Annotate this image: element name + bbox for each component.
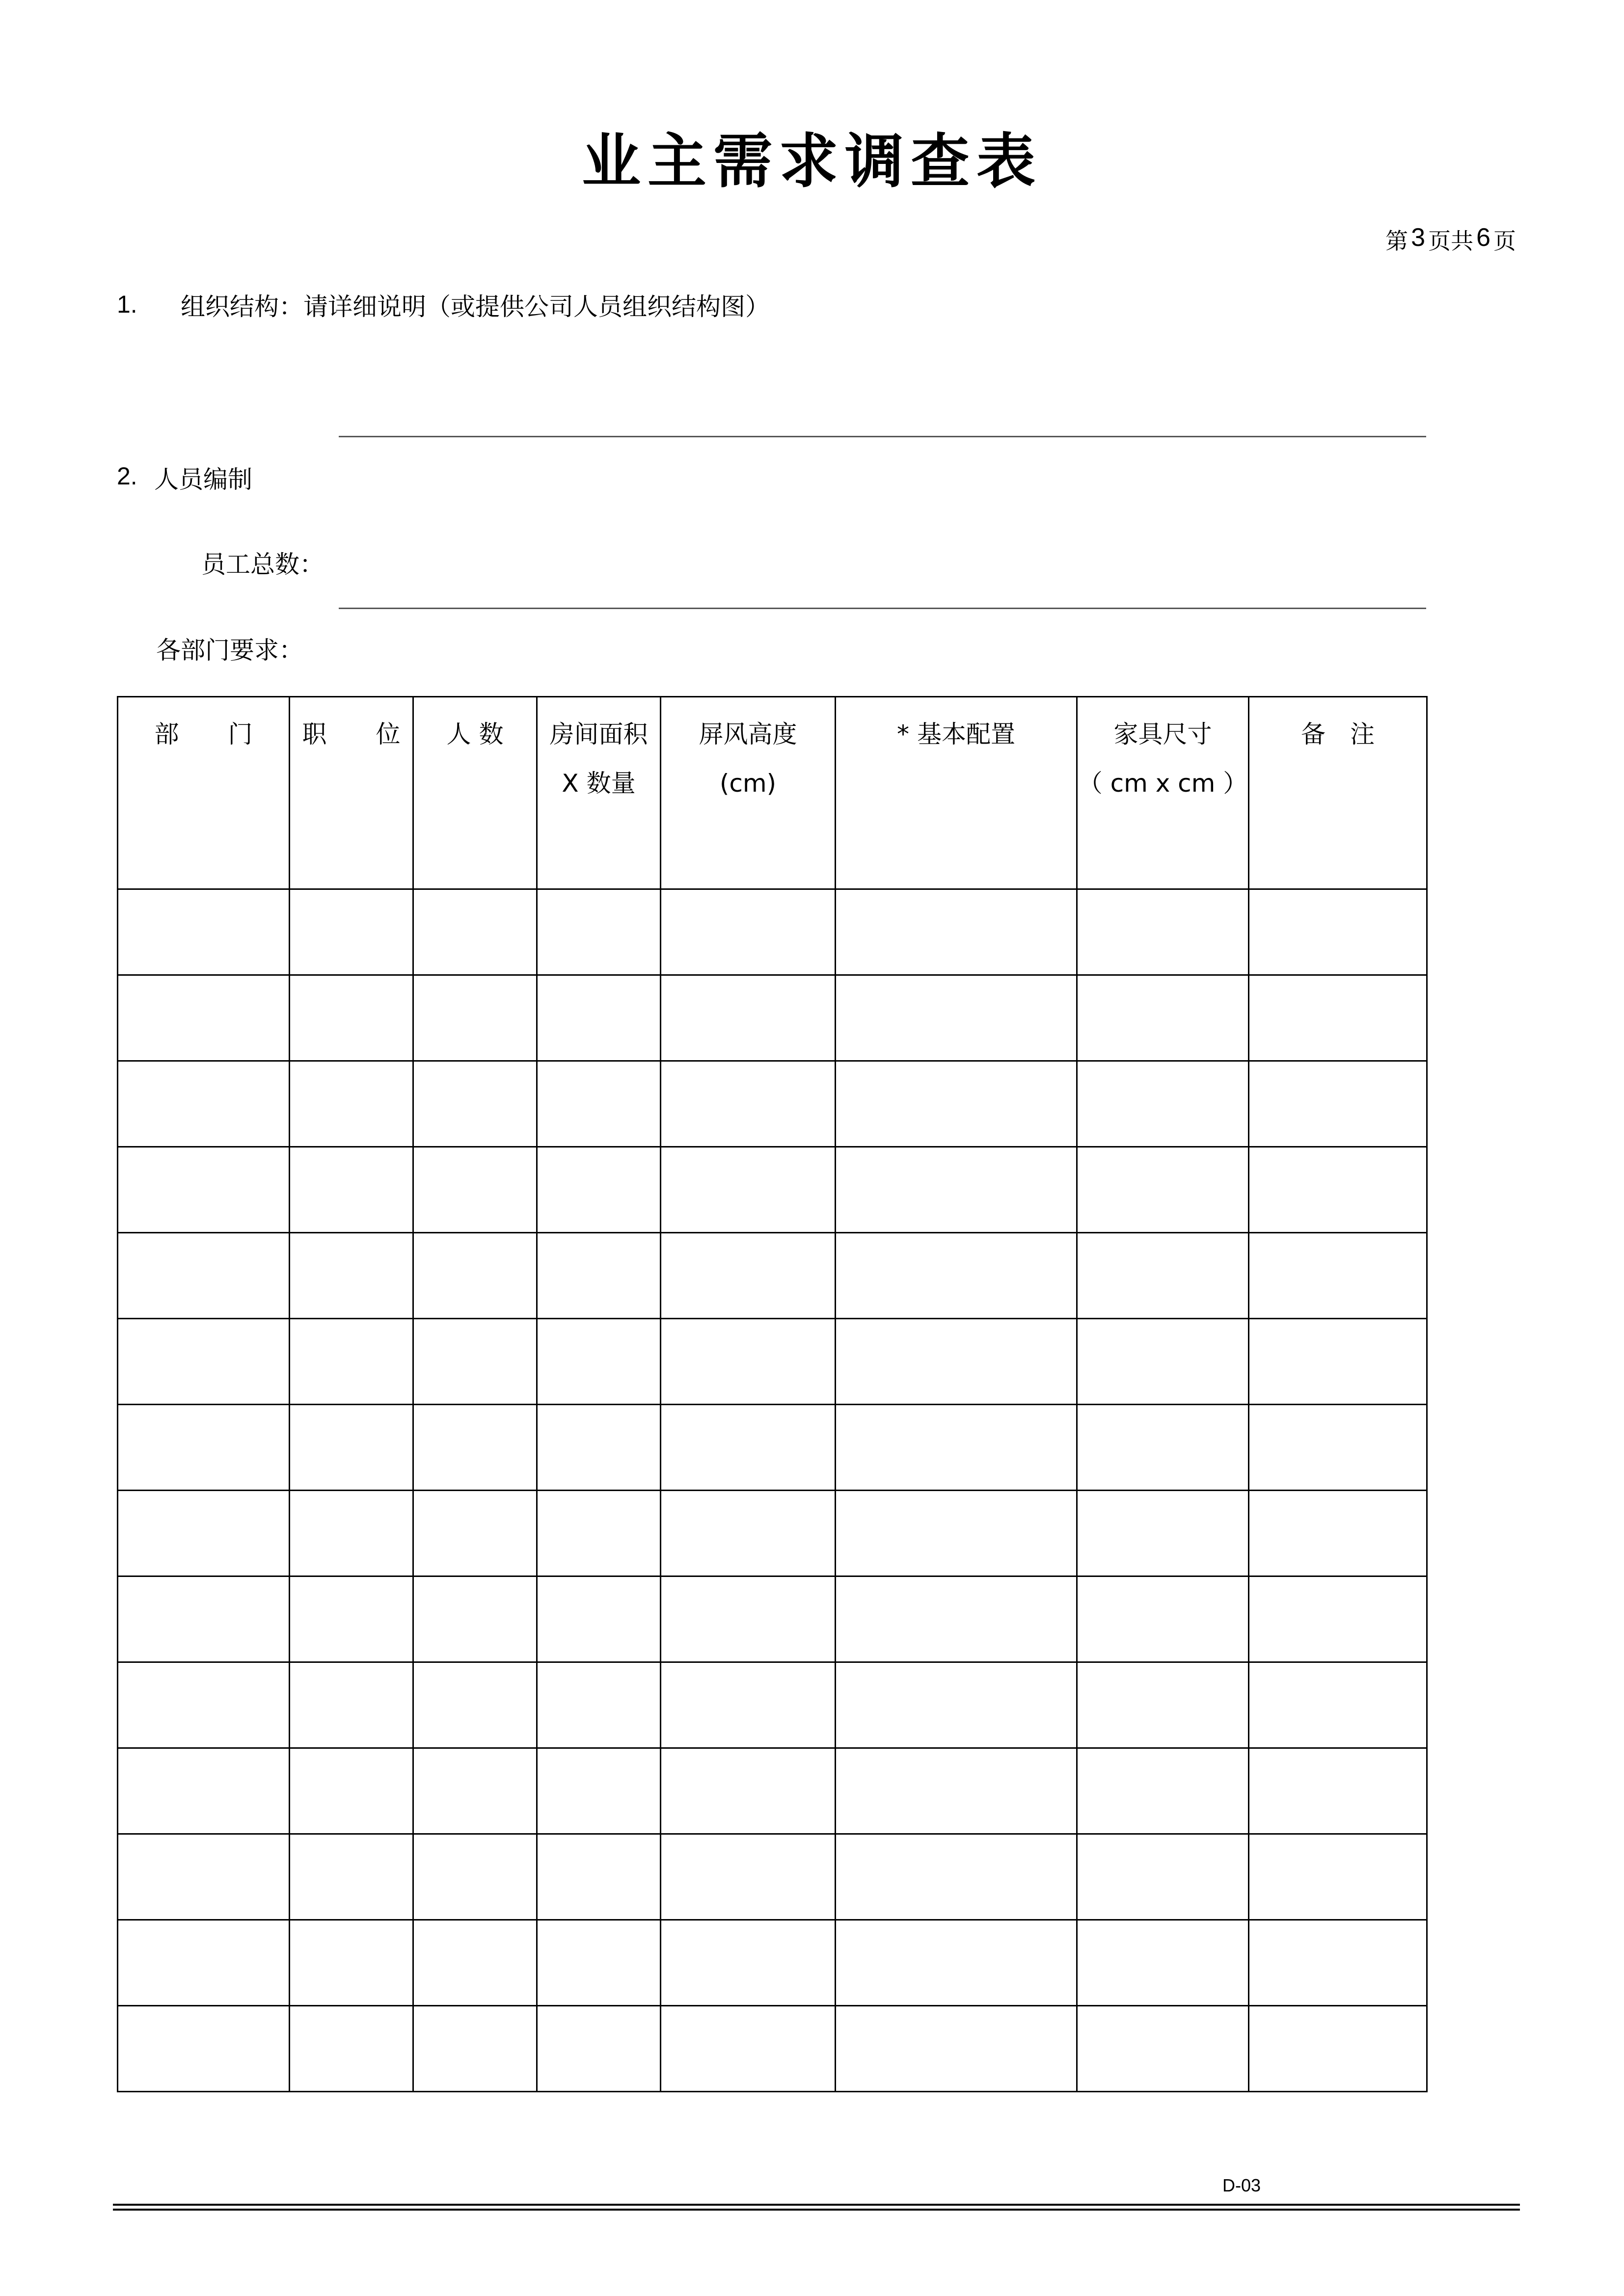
table-cell[interactable] [290,1405,413,1491]
table-cell[interactable] [1077,1319,1249,1405]
table-cell[interactable] [118,1319,290,1405]
table-cell[interactable] [661,1920,836,2006]
table-cell[interactable] [1249,975,1427,1061]
header-line2: (cm) [719,769,777,798]
table-row [118,975,1427,1061]
table-cell[interactable] [537,1405,661,1491]
table-cell[interactable] [836,1147,1077,1233]
table-cell[interactable] [413,975,537,1061]
table-cell[interactable] [537,1147,661,1233]
table-cell[interactable] [1249,1147,1427,1233]
table-cell[interactable] [661,1319,836,1405]
table-cell[interactable] [1249,1491,1427,1576]
table-cell[interactable] [661,1748,836,1834]
table-cell[interactable] [1249,1576,1427,1662]
table-cell[interactable] [1077,1491,1249,1576]
table-cell[interactable] [118,1061,290,1147]
header-line1: 家具尺寸 [1113,720,1212,748]
header-line1: 部 门 [154,720,253,748]
footer-rule-bottom [113,2209,1520,2211]
table-cell[interactable] [836,1061,1077,1147]
table-cell[interactable] [290,1662,413,1748]
table-cell[interactable] [1077,1061,1249,1147]
table-cell[interactable] [1077,1834,1249,1920]
header-line1: 职 位 [302,720,401,748]
staff-total-fill-line[interactable] [339,608,1426,609]
table-row [118,1576,1427,1662]
table-cell[interactable] [836,1405,1077,1491]
table-cell[interactable] [537,1576,661,1662]
table-cell[interactable] [1077,1662,1249,1748]
table-cell[interactable] [290,1920,413,2006]
table-row [118,1405,1427,1491]
table-cell[interactable] [290,1491,413,1576]
table-row [118,1662,1427,1748]
table-cell[interactable] [661,1834,836,1920]
table-cell[interactable] [118,1662,290,1748]
table-cell[interactable] [118,1491,290,1576]
table-cell[interactable] [290,1834,413,1920]
table-cell[interactable] [290,1061,413,1147]
table-cell[interactable] [1077,889,1249,975]
table-cell[interactable] [1249,889,1427,975]
table-cell[interactable] [537,1920,661,2006]
table-cell[interactable] [413,1061,537,1147]
header-line2: （ cm x cm ） [1078,769,1248,798]
table-cell[interactable] [413,1662,537,1748]
header-cell [118,697,290,889]
table-row [118,1834,1427,1920]
table-cell[interactable] [413,1405,537,1491]
table-cell[interactable] [537,1061,661,1147]
page-middle: 页共 [1428,228,1474,254]
table-cell[interactable] [1077,1920,1249,2006]
page-title: 业主需求调查表 [582,128,1042,196]
section1-text: 组织结构：请详细说明（或提供公司人员组织结构图） [181,293,770,321]
table-cell[interactable] [661,2006,836,2092]
table-cell[interactable] [1077,2006,1249,2092]
section2-number: 2. [117,462,137,490]
table-cell[interactable] [413,1147,537,1233]
footer-code: D-03 [1222,2175,1261,2195]
header-line1: 屏风高度 [699,720,797,748]
table-cell[interactable] [413,1920,537,2006]
table-cell[interactable] [1249,1405,1427,1491]
table-cell[interactable] [118,1576,290,1662]
table-cell[interactable] [290,1576,413,1662]
header-cell [1077,697,1249,889]
table-cell[interactable] [836,1319,1077,1405]
page-prefix: 第 [1385,228,1408,254]
table-cell[interactable] [118,1405,290,1491]
table-cell[interactable] [537,1834,661,1920]
table-cell[interactable] [118,2006,290,2092]
table-cell[interactable] [1249,1834,1427,1920]
table-cell[interactable] [1077,1147,1249,1233]
header-cell [413,697,537,889]
header-cell [537,697,661,889]
table-row [118,2006,1427,2092]
table-cell[interactable] [661,889,836,975]
table-cell[interactable] [836,1233,1077,1319]
table-cell[interactable] [661,1061,836,1147]
table-cell[interactable] [836,975,1077,1061]
page-number [1385,223,1516,258]
table-row [118,1233,1427,1319]
table-cell[interactable] [1249,1233,1427,1319]
table-cell[interactable] [1077,1233,1249,1319]
table-cell[interactable] [290,1319,413,1405]
table-cell[interactable] [661,1233,836,1319]
page-current: 3 [1411,223,1426,252]
header-cell [836,697,1077,889]
table-cell[interactable] [1249,1662,1427,1748]
table-cell[interactable] [1249,1061,1427,1147]
header-cell [290,697,413,889]
table-header-row [118,697,1427,889]
table-cell[interactable] [836,889,1077,975]
table-cell[interactable] [836,1748,1077,1834]
table-cell[interactable] [661,1491,836,1576]
header-line1: 备 注 [1301,720,1375,748]
table-cell[interactable] [661,1576,836,1662]
section1-fill-line[interactable] [339,436,1426,437]
header-line1: 人 数 [446,720,504,748]
table-cell[interactable] [1077,1576,1249,1662]
table-cell[interactable] [413,1319,537,1405]
table-row [118,1748,1427,1834]
table-cell[interactable] [537,1319,661,1405]
staff-total-label: 员工总数： [201,550,324,579]
page-total: 6 [1476,223,1490,252]
table-cell[interactable] [537,2006,661,2092]
table-cell[interactable] [836,1834,1077,1920]
table-cell[interactable] [413,889,537,975]
table-cell[interactable] [661,1405,836,1491]
table-cell[interactable] [1249,1748,1427,1834]
page-suffix: 页 [1493,228,1516,254]
table-cell[interactable] [661,975,836,1061]
table-cell[interactable] [118,1920,290,2006]
table-cell[interactable] [118,1748,290,1834]
table-cell[interactable] [413,1576,537,1662]
table-cell[interactable] [537,1748,661,1834]
header-cell [661,697,836,889]
table-row [118,1147,1427,1233]
table-cell[interactable] [413,1491,537,1576]
table-cell[interactable] [661,1662,836,1748]
table-cell[interactable] [290,1147,413,1233]
table-cell[interactable] [290,1233,413,1319]
table-cell[interactable] [413,2006,537,2092]
table-row [118,1920,1427,2006]
header-line2: X 数量 [562,769,636,798]
table-cell[interactable] [413,1834,537,1920]
table-cell[interactable] [118,1834,290,1920]
table-cell[interactable] [1249,1319,1427,1405]
table-cell[interactable] [118,889,290,975]
table-cell[interactable] [836,1576,1077,1662]
table-row [118,1491,1427,1576]
table-cell[interactable] [290,889,413,975]
table-cell[interactable] [836,1491,1077,1576]
department-requirements-table [117,696,1428,2092]
table-cell[interactable] [836,1662,1077,1748]
table-cell[interactable] [1077,1405,1249,1491]
section1-number: 1. [117,291,137,318]
table-cell[interactable] [118,1147,290,1233]
table-row [118,1319,1427,1405]
table-cell[interactable] [1249,2006,1427,2092]
table-cell[interactable] [118,1233,290,1319]
table-cell[interactable] [537,889,661,975]
table-cell[interactable] [1249,1920,1427,2006]
table-body [118,889,1427,2092]
table-cell[interactable] [661,1147,836,1233]
table-row [118,1061,1427,1147]
table-cell[interactable] [537,1491,661,1576]
footer-rule-top [113,2204,1520,2206]
table-row [118,889,1427,975]
header-cell [1249,697,1427,889]
table-cell[interactable] [1077,1748,1249,1834]
table-cell[interactable] [537,1662,661,1748]
header-line1: 房间面积 [549,720,648,748]
table-cell[interactable] [537,1233,661,1319]
table-cell[interactable] [290,2006,413,2092]
dept-requirements-label: 各部门要求： [156,636,303,665]
table-cell[interactable] [836,1920,1077,2006]
table-cell[interactable] [537,975,661,1061]
section2-text: 人员编制 [154,465,252,494]
table-cell[interactable] [290,1748,413,1834]
table-cell[interactable] [413,1748,537,1834]
table-cell[interactable] [118,975,290,1061]
table-cell[interactable] [1077,975,1249,1061]
table-cell[interactable] [413,1233,537,1319]
header-line1: * 基本配置 [897,720,1015,748]
table-cell[interactable] [290,975,413,1061]
table-cell[interactable] [836,2006,1077,2092]
